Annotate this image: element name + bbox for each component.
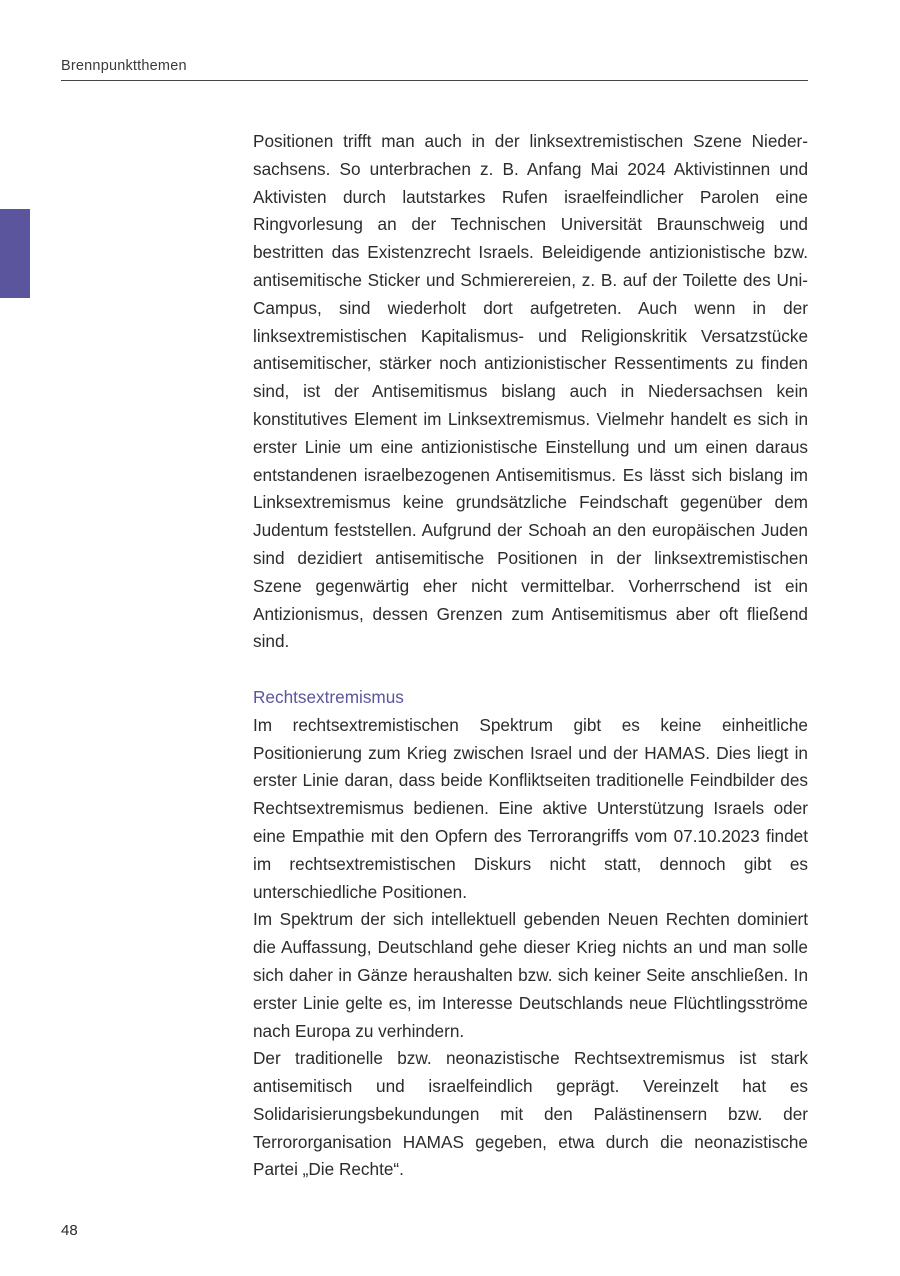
header-divider bbox=[61, 80, 808, 81]
chapter-tab-marker bbox=[0, 209, 30, 298]
main-content bbox=[253, 128, 808, 1184]
intro-paragraph: Positionen trifft man auch in der linksextremistischen Szene Niedersachsens. So unterbrachen z. B. Anfang Mai 2024 Aktivistinnen und Aktivisten durch lautstarkes Rufen israelfeindlicher Parolen eine Ringvorlesung an der Technischen Universität Braunschweig und bestritten das Existenzrecht Israels. Beleidigende antizionistische bzw. antisemitische Sticker und Schmierereien, z. B. auf der Toilette des Uni-Campus, sind wiederholt dort aufgetreten. Auch wenn in der linksextremistischen Kapitalismus- und Religionskritik Versatzstücke antisemitischer, stärker noch antizionistischer Ressentiments zu finden sind, ist der Antisemitismus bislang auch in Niedersachsen kein konstitutives Element im Linksextremismus. Vielmehr handelt es sich in erster Linie um eine antizionistische Einstellung und um einen daraus entstandenen israelbezogenen Antisemitismus. Es lässt sich bislang im Linksextremismus keine grundsätzliche Feindschaft gegenüber dem Judentum feststellen. Aufgrund der Schoah an den europäischen Juden sind dezidiert antisemitische Positionen in der linksextremistischen Szene gegenwärtig eher nicht vermittelbar. Vorherrschend ist ein Antizionismus, dessen Grenzen zum Antisemitismus aber oft fließend sind. bbox=[253, 131, 808, 652]
section-paragraph: Der traditionelle bzw. neonazistische Rechtsextremismus ist stark antisemitisch und israelfeindlich geprägt. Vereinzelt hat es Solidarisierungsbekundungen mit den Palästinensern bzw. der Terrororganisation HAMAS gegeben, etwa durch die neonazistische Partei „Die Rechte“. bbox=[253, 1048, 808, 1180]
section-spacer bbox=[253, 656, 808, 684]
running-header-title: Brennpunktthemen bbox=[61, 58, 187, 74]
section-heading: Rechtsextremismus bbox=[253, 686, 404, 707]
section-paragraph: Im rechtsextremistischen Spektrum gibt es keine einheitliche Positionierung zum Krieg zwischen Israel und der HAMAS. Dies liegt in erster Linie daran, dass beide Konfliktseiten traditionelle Feindbilder des Rechtsextremismus bedienen. Eine aktive Unterstützung Israels oder eine Empathie mit den Opfern des Terrorangriffs vom 07.10.2023 findet im rechtsextremistischen Diskurs nicht statt, dennoch gibt es unterschiedliche Positionen. bbox=[253, 714, 808, 902]
section-paragraph: Im Spektrum der sich intellektuell gebenden Neuen Rechten dominiert die Auffassung, Deutschland gehe dieser Krieg nichts an und man solle sich daher in Gänze heraushalten bzw. sich keiner Seite anschließen. In erster Linie gelte es, im Interesse Deutschlands neue Flüchtlingsströme nach Europa zu verhindern. bbox=[253, 909, 808, 1041]
page-number: 48 bbox=[61, 1222, 78, 1239]
